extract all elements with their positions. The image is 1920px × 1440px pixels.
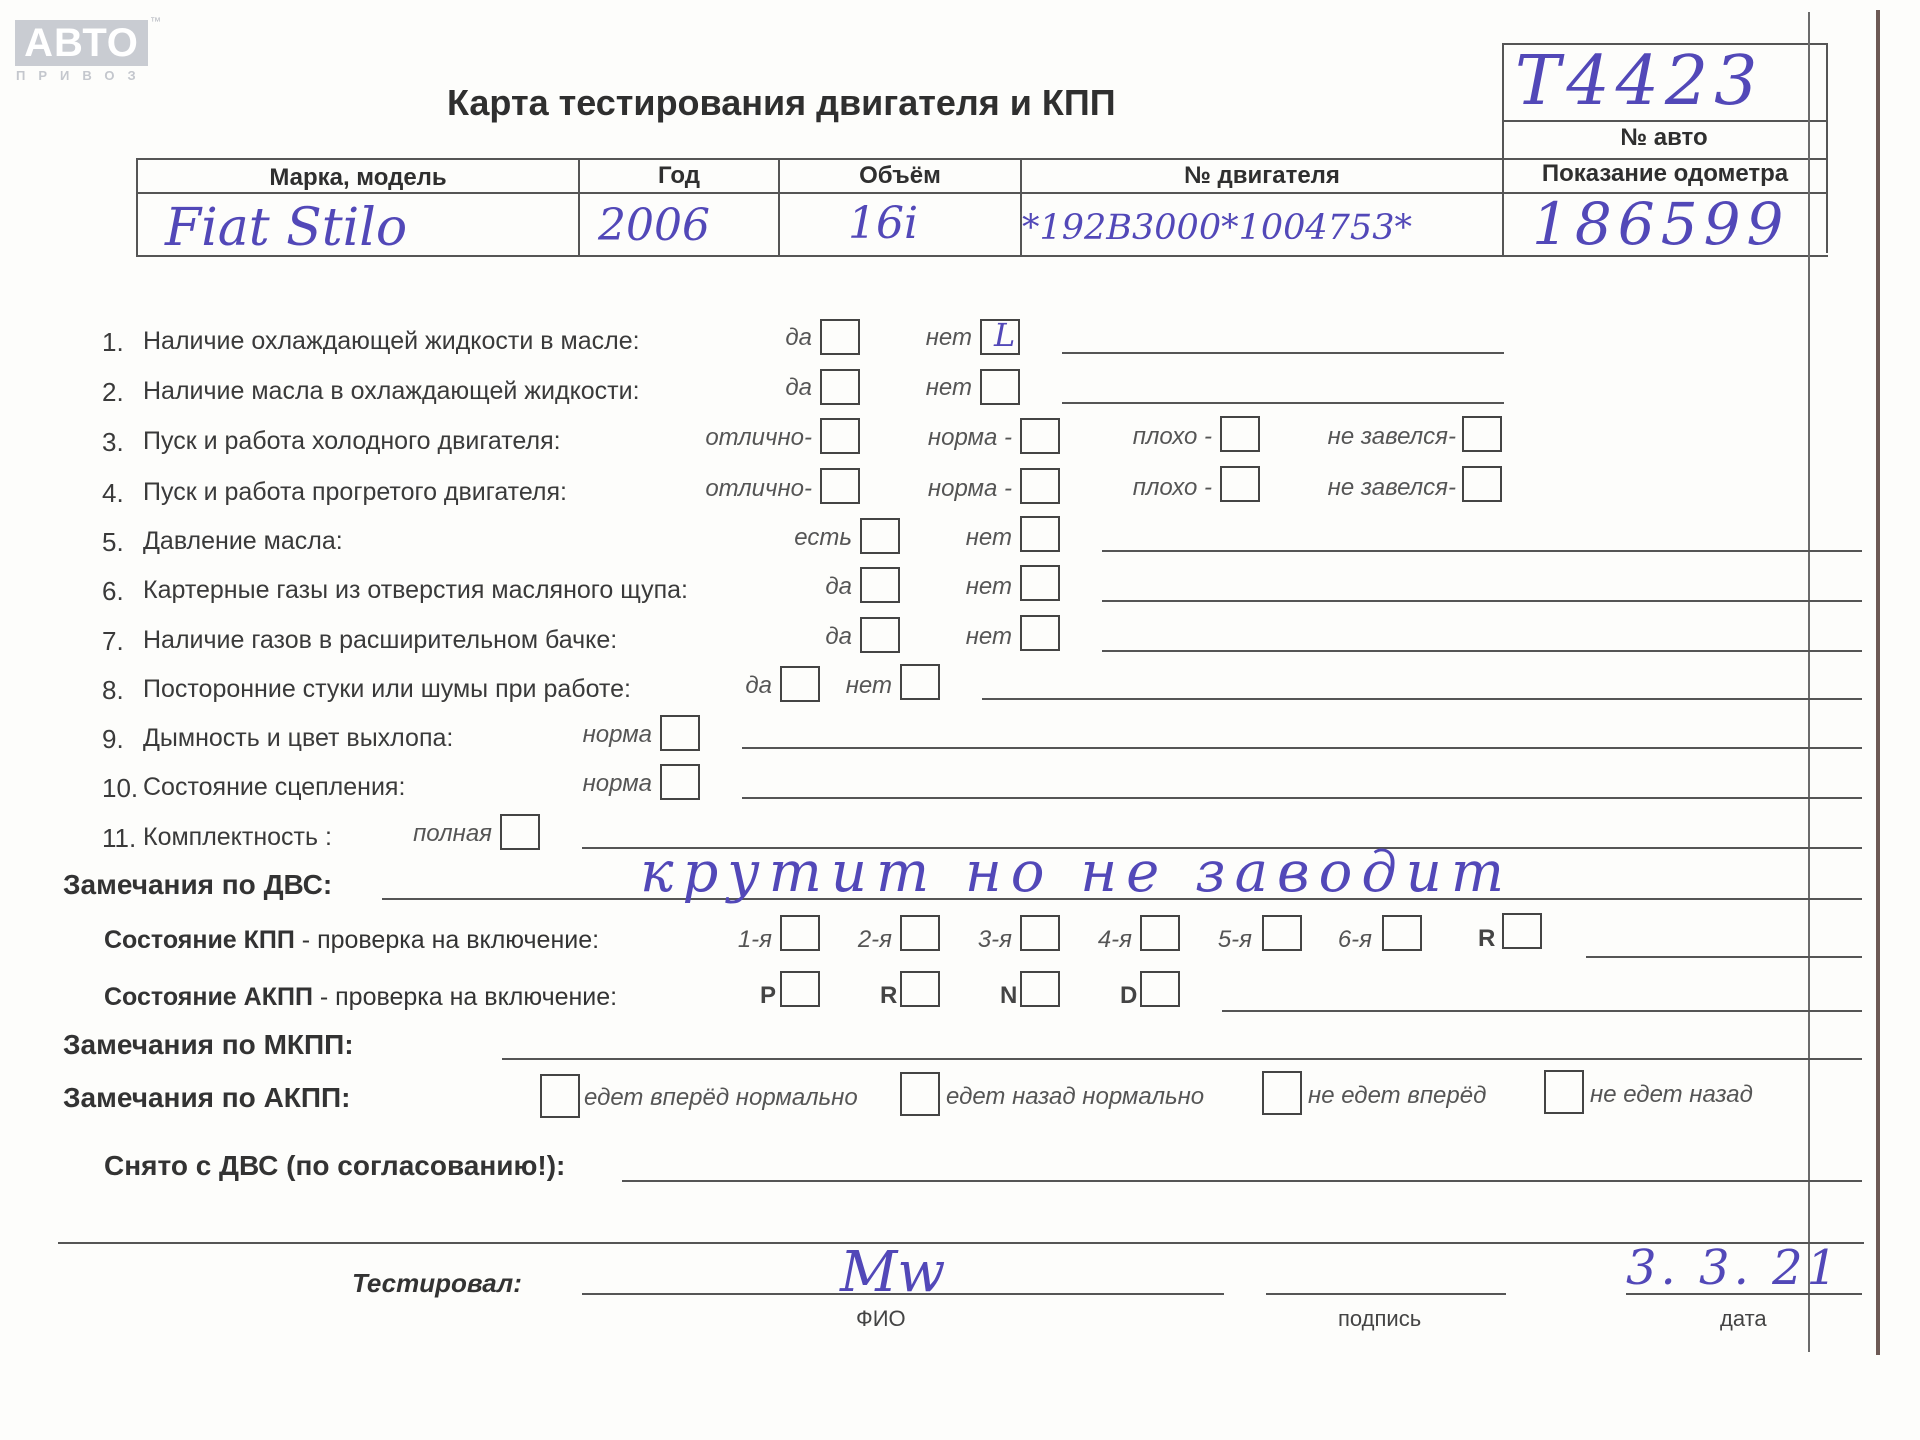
carnum-right-border — [1826, 43, 1828, 253]
akpp-label-rest: - проверка на включение: — [312, 983, 618, 1011]
checkbox-complete[interactable] — [500, 814, 540, 850]
option-label: нет — [965, 573, 1012, 600]
fio-value: Мw — [840, 1240, 946, 1305]
notes-line[interactable] — [742, 797, 1862, 799]
question-number: 2. — [102, 377, 124, 407]
akpp-label-bold: Состояние АКПП — [104, 983, 313, 1011]
value-odometer: 186599 — [1532, 190, 1790, 258]
signature-caption: подпись — [1338, 1306, 1422, 1331]
question-text: Состояние сцепления: — [143, 773, 406, 801]
remarks-akpp-label: Замечания по АКПП: — [63, 1082, 351, 1113]
kpp-label-bold: Состояние КПП — [104, 926, 295, 954]
option-label: нет — [965, 623, 1012, 650]
checkbox-normal[interactable] — [1020, 418, 1060, 454]
checkbox-excellent[interactable] — [820, 468, 860, 504]
checkbox-normal[interactable] — [1020, 468, 1060, 504]
kpp-label-rest: - проверка на включение: — [294, 926, 600, 954]
option-label: норма - — [927, 475, 1012, 502]
page-title: Карта тестирования двигателя и КПП — [447, 82, 1116, 123]
checkbox-normal[interactable] — [660, 715, 700, 751]
logo-trademark: ™ — [150, 16, 161, 28]
checkbox-yes[interactable] — [820, 369, 860, 405]
removed-line[interactable] — [622, 1180, 1862, 1182]
akpp-option-label: не едет вперёд — [1308, 1082, 1487, 1109]
checkbox-no[interactable] — [1020, 516, 1060, 552]
option-label: отлично- — [705, 424, 812, 451]
option-label: отлично- — [705, 475, 812, 502]
option-label: нет — [965, 524, 1012, 551]
option-label: да — [745, 672, 772, 699]
checkbox-gear-6[interactable] — [1382, 915, 1422, 951]
checkbox-bad[interactable] — [1220, 416, 1260, 452]
question-text: Пуск и работа прогретого двигателя: — [143, 478, 567, 506]
question-number: 10. — [102, 773, 139, 803]
gear-label: 2-я — [857, 926, 892, 953]
checkbox-no-start[interactable] — [1462, 416, 1502, 452]
notes-line[interactable] — [982, 698, 1862, 700]
checkbox-no[interactable] — [1020, 565, 1060, 601]
question-number: 3. — [102, 427, 124, 457]
question-number: 11. — [102, 823, 137, 853]
question-text: Наличие масла в охлаждающей жидкости: — [143, 377, 640, 405]
notes-line[interactable] — [1102, 600, 1862, 602]
checkbox-yes[interactable] — [860, 617, 900, 653]
akpp-mode-label: D — [1120, 982, 1138, 1009]
akpp-notes-line[interactable] — [1222, 1010, 1862, 1012]
question-number: 8. — [102, 675, 124, 705]
question-text: Картерные газы из отверстия масляного щупа: — [143, 576, 688, 604]
checkbox-normal[interactable] — [660, 764, 700, 800]
notes-line[interactable] — [1062, 402, 1504, 404]
value-model: Fiat Stilo — [165, 198, 408, 258]
option-label: полная — [413, 820, 492, 847]
gear-label-reverse: R — [1478, 925, 1496, 952]
checkbox-gear-1[interactable] — [780, 915, 820, 951]
option-label: не завелся- — [1327, 423, 1456, 450]
question-text: Наличие газов в расширительном бачке: — [143, 626, 618, 654]
checkbox-mode-r[interactable] — [900, 971, 940, 1007]
question-text: Пуск и работа холодного двигателя: — [143, 427, 561, 455]
checkbox-mode-d[interactable] — [1140, 971, 1180, 1007]
checkbox-mode-p[interactable] — [780, 971, 820, 1007]
checkbox-mark: L — [994, 316, 1016, 354]
checkbox-no-forward[interactable] — [1262, 1071, 1302, 1115]
option-label: да — [785, 374, 812, 401]
question-number: 7. — [102, 626, 124, 656]
tested-label: Тестировал: — [352, 1268, 522, 1298]
question-number: 1. — [102, 327, 124, 357]
notes-line[interactable] — [1102, 550, 1862, 552]
checkbox-gear-3[interactable] — [1020, 915, 1060, 951]
logo-subtitle: ПРИВОЗ — [16, 68, 149, 83]
header-engine-number: № двигателя — [1184, 162, 1340, 189]
akpp-mode-label: P — [760, 982, 777, 1009]
question-number: 6. — [102, 576, 124, 606]
option-label: норма — [582, 770, 652, 797]
fio-caption: ФИО — [856, 1306, 906, 1331]
option-label: норма — [582, 721, 652, 748]
checkbox-gear-5[interactable] — [1262, 915, 1302, 951]
option-label: есть — [794, 524, 852, 551]
checkbox-yes[interactable] — [860, 518, 900, 554]
question-text: Комплектность : — [143, 823, 332, 851]
car-number-value: T4423 — [1515, 42, 1764, 121]
signature-line[interactable] — [1266, 1293, 1506, 1295]
checkbox-excellent[interactable] — [820, 418, 860, 454]
option-label: нет — [925, 374, 972, 401]
header-odometer: Показание одометра — [1541, 160, 1789, 187]
checkbox-no[interactable] — [900, 664, 940, 700]
akpp-mode-label: R — [880, 982, 898, 1009]
option-label: не завелся- — [1327, 474, 1456, 501]
header-volume: Объём — [859, 162, 941, 189]
option-label: нет — [925, 324, 972, 351]
remarks-dvs-label: Замечания по ДВС: — [63, 869, 333, 900]
checkbox-gear-r[interactable] — [1502, 913, 1542, 949]
checkbox-no-start[interactable] — [1462, 466, 1502, 502]
value-volume: 16i — [848, 198, 919, 249]
checkbox-gear-2[interactable] — [900, 915, 940, 951]
checkbox-reverse-ok[interactable] — [900, 1072, 940, 1116]
checkbox-yes[interactable] — [820, 319, 860, 355]
akpp-option-label: не едет назад — [1590, 1081, 1753, 1108]
checkbox-forward-ok[interactable] — [540, 1074, 580, 1118]
checkbox-no-reverse[interactable] — [1544, 1070, 1584, 1114]
date-caption: дата — [1720, 1306, 1767, 1331]
question-text: Посторонние стуки или шумы при работе: — [143, 675, 631, 703]
option-label: норма - — [927, 424, 1012, 451]
remarks-dvs-value: крутит но не заводит — [640, 840, 1513, 905]
notes-line[interactable] — [1102, 650, 1862, 652]
option-label: да — [825, 573, 852, 600]
checkbox-yes[interactable] — [860, 567, 900, 603]
car-number-label: № авто — [1620, 124, 1708, 151]
kpp-label — [104, 926, 599, 955]
kpp-notes-line[interactable] — [1586, 956, 1862, 958]
checkbox-mode-n[interactable] — [1020, 971, 1060, 1007]
question-text: Давление масла: — [143, 527, 343, 555]
option-label: плохо - — [1132, 474, 1212, 501]
notes-line[interactable] — [742, 747, 1862, 749]
question-number: 9. — [102, 724, 124, 754]
section-separator — [58, 1242, 1864, 1244]
akpp-mode-label: N — [1000, 982, 1018, 1009]
removed-label: Снято с ДВС (по согласованию!): — [104, 1150, 566, 1181]
remarks-mkpp-label: Замечания по МКПП: — [63, 1029, 354, 1060]
checkbox-no[interactable] — [1020, 615, 1060, 651]
page-edge-line — [1876, 10, 1880, 1355]
gear-label: 6-я — [1337, 926, 1372, 953]
remarks-mkpp-line[interactable] — [502, 1058, 1862, 1060]
value-engine-number: *192B3000*1004753* — [1022, 208, 1412, 248]
option-label: да — [785, 324, 812, 351]
akpp-label — [104, 983, 617, 1012]
question-number: 4. — [102, 478, 124, 508]
header-year: Год — [658, 162, 700, 189]
question-number: 5. — [102, 527, 124, 557]
question-text: Дымность и цвет выхлопа: — [143, 724, 454, 752]
value-year: 2006 — [598, 200, 710, 251]
option-label: нет — [845, 672, 892, 699]
page-edge-line — [1808, 12, 1810, 1352]
checkbox-no[interactable] — [980, 369, 1020, 405]
gear-label: 1-я — [737, 926, 772, 953]
gear-label: 4-я — [1097, 926, 1132, 953]
notes-line[interactable] — [1062, 352, 1504, 354]
gear-label: 5-я — [1217, 926, 1252, 953]
option-label: да — [825, 623, 852, 650]
gear-label: 3-я — [977, 926, 1012, 953]
header-model: Марка, модель — [269, 164, 447, 191]
logo: АВТО — [15, 20, 148, 66]
akpp-option-label: едет назад нормально — [946, 1083, 1205, 1110]
checkbox-gear-4[interactable] — [1140, 915, 1180, 951]
akpp-option-label: едет вперёд нормально — [584, 1084, 858, 1111]
date-value: 3. 3. 21 — [1626, 1240, 1842, 1296]
question-text: Наличие охлаждающей жидкости в масле: — [143, 327, 640, 355]
checkbox-bad[interactable] — [1220, 466, 1260, 502]
option-label: плохо - — [1132, 423, 1212, 450]
